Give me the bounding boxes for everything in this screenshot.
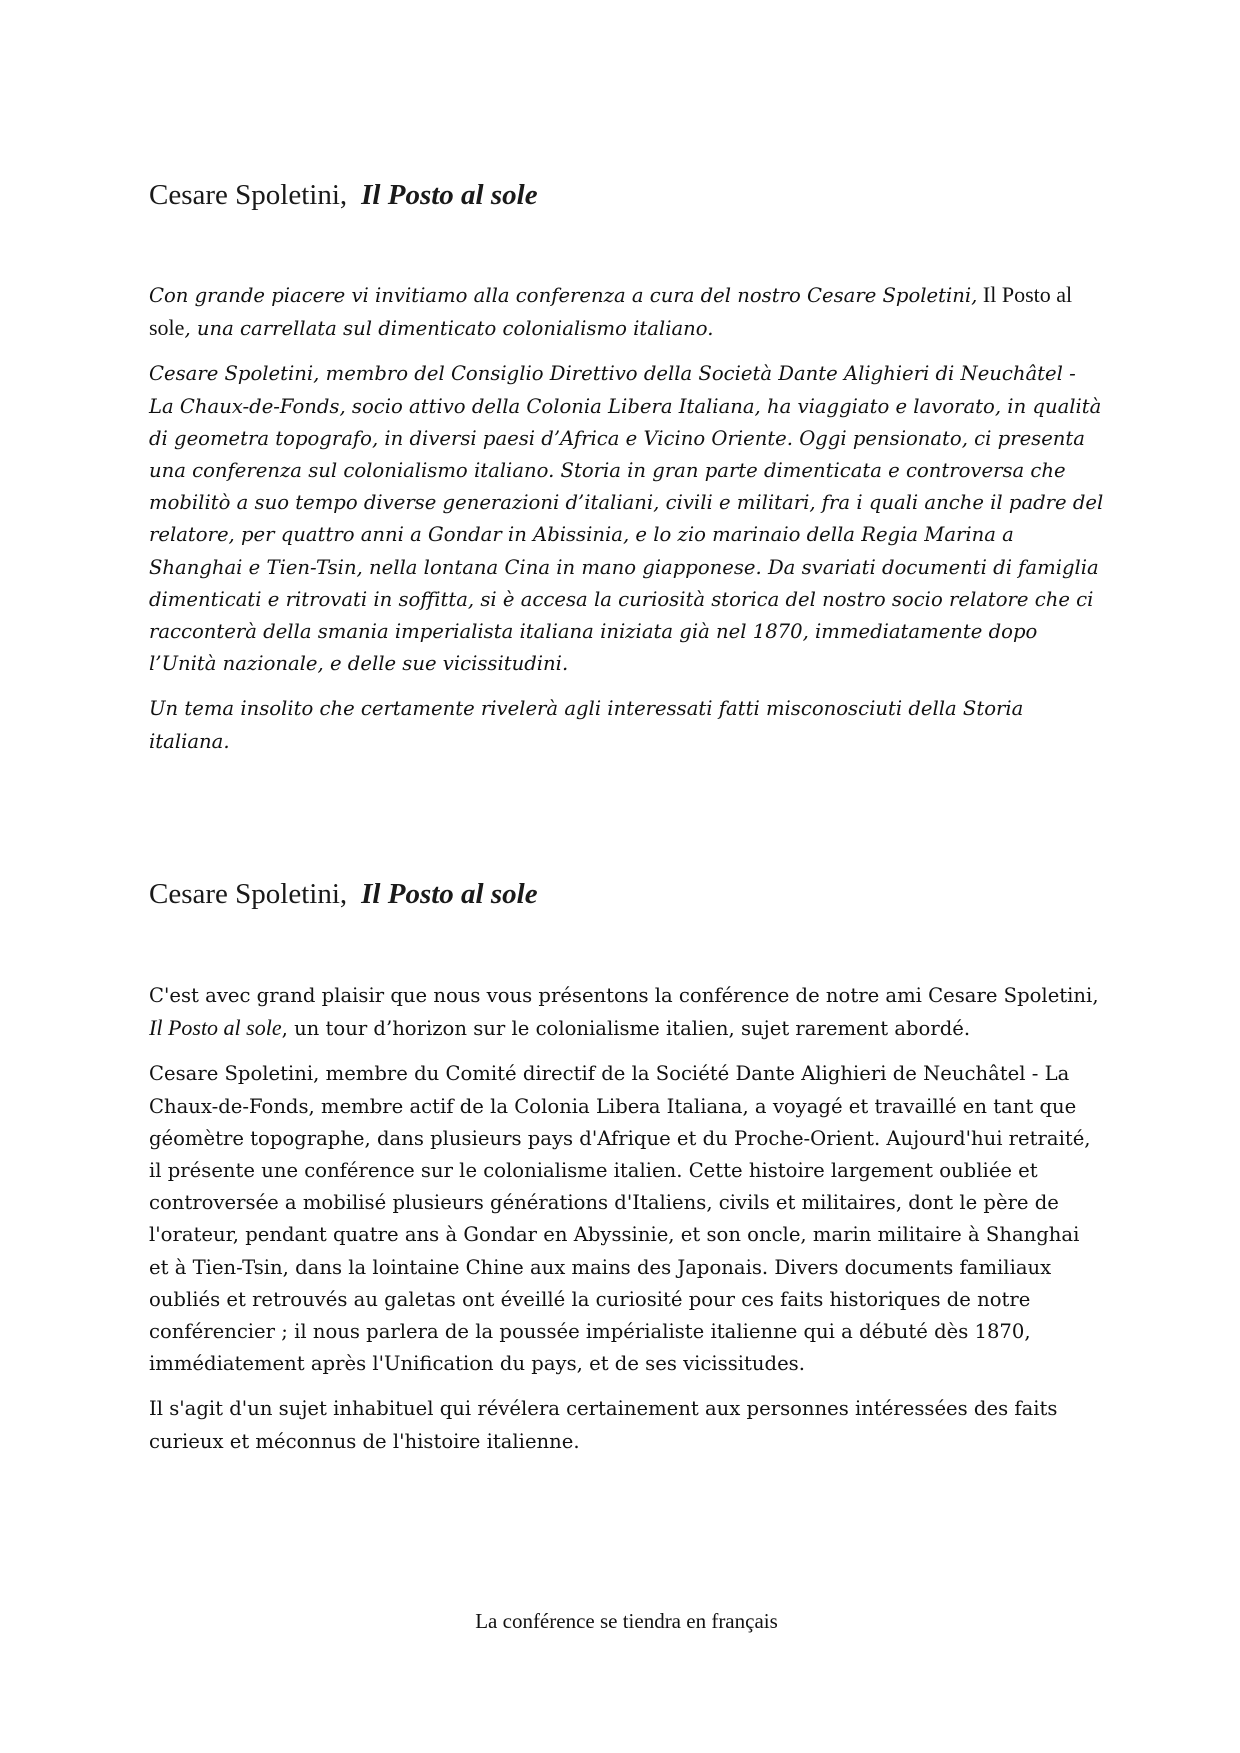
italian-p1-text-a: Con grande piacere vi invitiamo alla conferenza a cura del nostro Cesare Spoletini, (149, 284, 978, 307)
italian-paragraph-3: Un tema insolito che certamente rivelerà agli interessati fatti misconosciuti della Storia italiana. (149, 697, 1024, 753)
italian-section (149, 279, 1104, 771)
french-title (149, 876, 538, 912)
french-paragraph-1 (149, 980, 1104, 1045)
italian-p1-text-c: , una carrellata sul dimenticato colonialismo italiano. (184, 317, 714, 341)
closing-note: La conférence se tiendra en français (475, 1609, 778, 1633)
french-paragraph-3: Il s'agit d'un sujet inhabituel qui révélera certainement aux personnes intéressées des faits curieux et méconnus de l'histoire italienne. (149, 1397, 1058, 1453)
french-paragraph-2: Cesare Spoletini, membre du Comité directif de la Société Dante Alighieri de Neuchâtel - La Chaux-de-Fonds, membre actif de la Colonia Libera Italiana, a voyagé et travaillé en tant que géomètre topographe, dans plusieurs pays d'Afrique et du Proche-Orient. Aujourd'hui retraité, il présente une conférence sur le colonialisme italien. Cette histoire largement oubliée et controversée a mobilisé plusieurs générations d'Italiens, civils et militaires, dont le père de l'orateur, pendant quatre ans à Gondar en Abyssinie, et son oncle, marin militaire à Shanghai et à Tien-Tsin, dans la lointaine Chine aux mains des Japonais. Divers documents familiaux oubliés et retrouvés au galetas ont éveillé la curiosité pour ces faits historiques de notre conférencier ; il nous parlera de la poussée impérialiste italienne qui a débuté dès 1870, immédiatement après l'Unification du pays, et de ses vicissitudes. (149, 1062, 1091, 1376)
title-author: Cesare Spoletini, (149, 179, 348, 211)
french-p1-text-c: , un tour d’horizon sur le colonialisme italien, sujet rarement abordé. (281, 1017, 971, 1041)
title-book: Il Posto al sole (361, 179, 538, 211)
french-p1-book-title: Il Posto al sole (149, 1015, 282, 1041)
italian-p1-book-title: Il Posto al sole (149, 282, 1073, 341)
french-section (149, 980, 1104, 1471)
title-author: Cesare Spoletini, (149, 878, 348, 910)
italian-paragraph-1 (149, 279, 1104, 345)
italian-paragraph-2: Cesare Spoletini, membro del Consiglio Direttivo della Società Dante Alighieri di Neuchâtel - La Chaux-de-Fonds, socio attivo della Colonia Libera Italiana, ha viaggiato e lavorato, in qualità di geometra topografo, in diversi paesi d’Africa e Vicino Oriente. Oggi pensionato, ci presenta una conferenza sul colonialismo italiano. Storia in gran parte dimenticata e controversa che mobilitò a suo tempo diverse generazioni d’italiani, civili e militari, fra i quali anche il padre del relatore, per quattro anni a Gondar in Abissinia, e lo zio marinaio della Regia Marina a Shanghai e Tien-Tsin, nella lontana Cina in mano giapponese. Da svariati documenti di famiglia dimenticati e ritrovati in soffitta, si è accesa la curiosità storica del nostro socio relatore che ci racconterà della smania imperialista italiana iniziata già nel 1870, immediatamente dopo l’Unità nazionale, e delle sue vicissitudini. (149, 362, 1104, 676)
italian-title (149, 177, 538, 213)
french-p1-text-a: C'est avec grand plaisir que nous vous présentons la conférence de notre ami Cesare Spoletini, (149, 984, 1099, 1007)
title-book: Il Posto al sole (361, 878, 538, 910)
